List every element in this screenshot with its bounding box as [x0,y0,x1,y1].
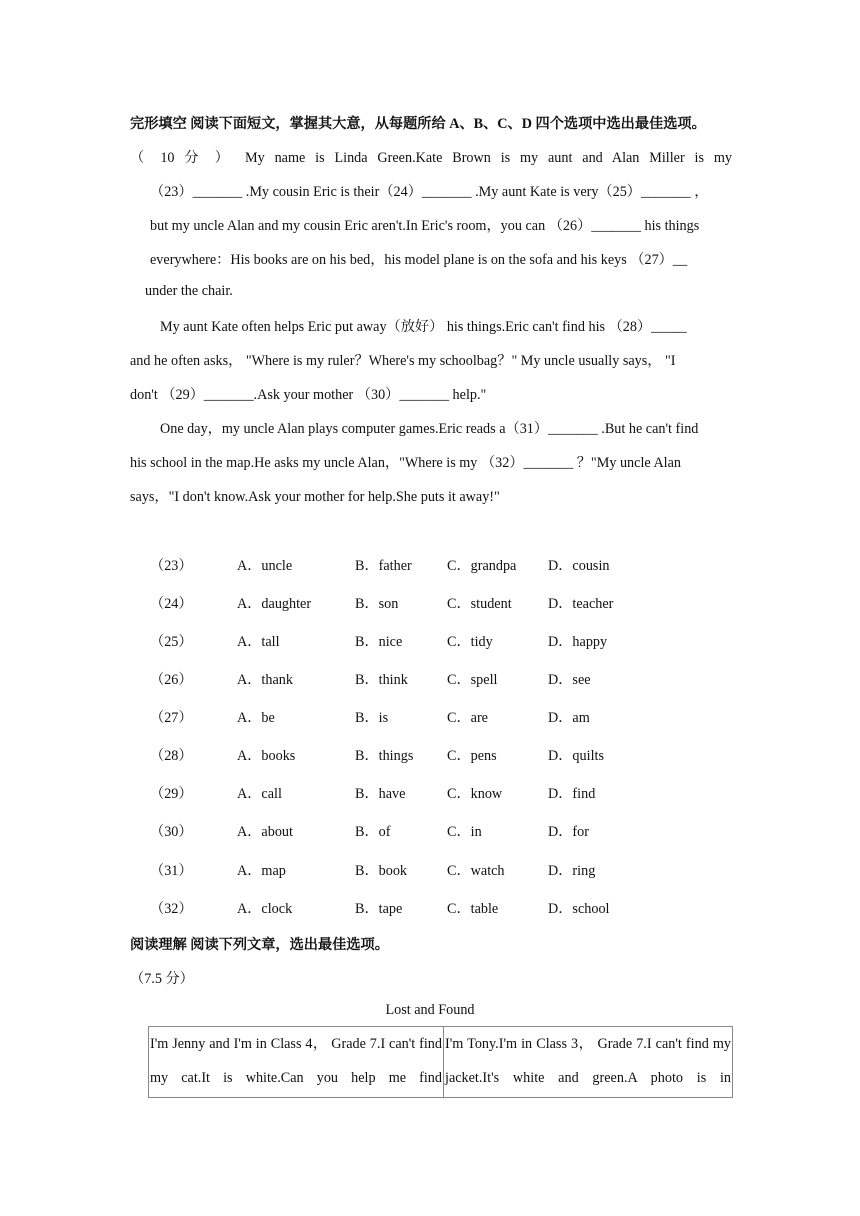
cloze-heading: 完形填空 阅读下面短文，掌握其大意，从每题所给 A、B、C、D 四个选项中选出最佳选项。 [130,116,706,132]
option-c: C．table [447,901,499,917]
option-row [150,707,750,727]
option-row [150,821,750,841]
option-row [150,860,750,880]
option-row [150,593,750,613]
cloze-line: My aunt Kate often helps Eric put away（放好） his things.Eric can't find his （28）_____ [160,319,687,335]
option-c: C．spell [447,672,498,688]
option-c: C．tidy [447,634,493,650]
option-b: B．things [355,748,414,764]
lost-and-found-table [148,1026,733,1098]
option-b: B．nice [355,634,403,650]
question-number: （23） [150,558,193,574]
option-c: C．grandpa [447,558,517,574]
question-number: （25） [150,634,193,650]
cloze-line: and he often asks， "Where is my ruler？Where's my schoolbag？" My uncle usually says， "I [130,353,676,369]
reading-score: （7.5 分） [130,971,194,987]
reading-heading: 阅读理解 阅读下列文章，选出最佳选项。 [130,937,389,953]
question-number: （27） [150,710,193,726]
question-number: （26） [150,672,193,688]
option-c: C．know [447,786,503,802]
option-row [150,898,750,918]
option-a: A．be [237,710,275,726]
option-b: B．of [355,824,391,840]
option-row [150,669,750,689]
cloze-line: （23）_______ .My cousin Eric is their（24）_______ .My aunt Kate is very（25）_______ ， [150,184,709,200]
option-c: C．are [447,710,488,726]
option-row [150,783,750,803]
table-row [149,1027,733,1098]
option-d: D．cousin [548,558,610,574]
question-number: （28） [150,748,193,764]
option-d: D．see [548,672,591,688]
option-a: A．thank [237,672,293,688]
option-row [150,631,750,651]
cloze-line: everywhere：His books are on his bed，his model plane is on the sofa and his keys （27）__ [150,252,688,268]
cloze-line: One day，my uncle Alan plays computer games.Eric reads a（31）_______ .But he can't find [160,421,699,437]
option-d: D．for [548,824,589,840]
option-b: B．son [355,596,399,612]
option-row [150,555,750,575]
option-a: A．call [237,786,282,802]
table-cell: I'm Jenny and I'm in Class 4， Grade 7.I can't find my cat.It is white.Can you help me find [149,1027,444,1098]
option-d: D．find [548,786,596,802]
cloze-line: but my uncle Alan and my cousin Eric aren't.In Eric's room，you can （26）_______ his things [150,218,700,234]
question-number: （30） [150,824,193,840]
reading-title: Lost and Found [385,1002,475,1018]
option-c: C．student [447,596,512,612]
option-d: D．ring [548,863,596,879]
option-a: A．daughter [237,596,312,612]
option-b: B．father [355,558,412,574]
option-b: B．have [355,786,406,802]
option-a: A．about [237,824,293,840]
option-c: C．pens [447,748,497,764]
question-number: （29） [150,786,193,802]
option-d: D．happy [548,634,608,650]
option-d: D．am [548,710,590,726]
option-b: B．tape [355,901,403,917]
option-d: D．quilts [548,748,604,764]
option-d: D．teacher [548,596,614,612]
cloze-line: under the chair. [145,283,233,299]
option-a: A．tall [237,634,280,650]
option-a: A．map [237,863,286,879]
option-d: D．school [548,901,610,917]
option-c: C．watch [447,863,505,879]
option-row [150,745,750,765]
question-number: （31） [150,863,193,879]
option-b: B．is [355,710,389,726]
cloze-line: his school in the map.He asks my uncle Alan，"Where is my （32）_______ ？"My uncle Alan [130,455,682,471]
cloze-line: says，"I don't know.Ask your mother for help.She puts it away!" [130,489,500,505]
option-c: C．in [447,824,482,840]
option-b: B．think [355,672,408,688]
option-a: A．clock [237,901,293,917]
question-number: （24） [150,596,193,612]
question-number: （32） [150,901,193,917]
table-cell: I'm Tony.I'm in Class 3， Grade 7.I can't find my jacket.It's white and green.A photo is in [444,1027,733,1098]
cloze-line: don't （29）_______.Ask your mother （30）_______ help." [130,387,487,403]
option-a: A．books [237,748,296,764]
option-a: A．uncle [237,558,293,574]
cloze-line: （ 10 分 ） My name is Linda Green.Kate Brown is my aunt and Alan Miller is my [130,150,732,166]
option-b: B．book [355,863,408,879]
